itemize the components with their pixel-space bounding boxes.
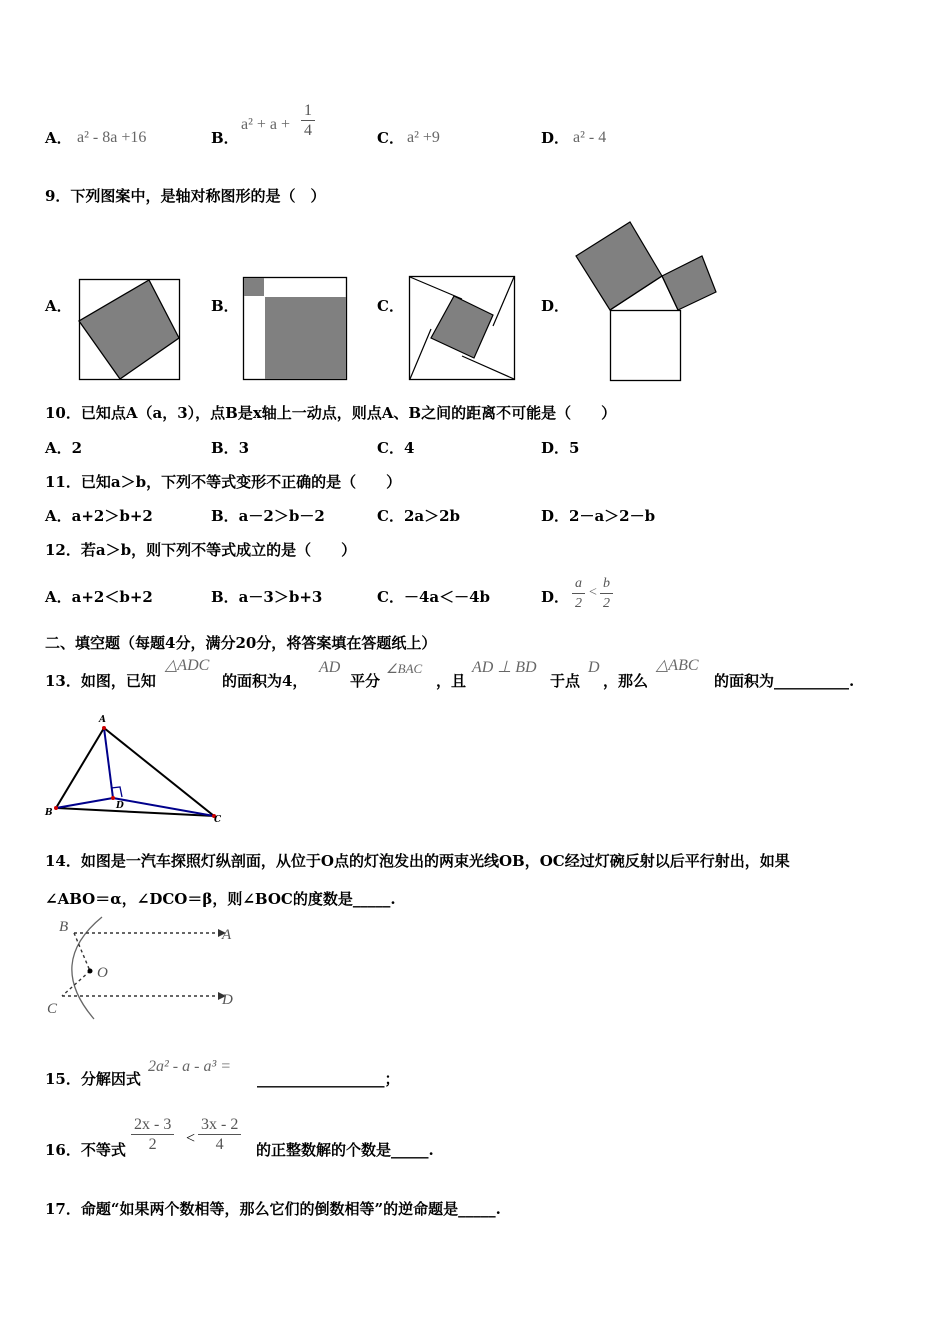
q8-option-a-label: A． <box>45 129 72 147</box>
q13-text-7: 的面积为__________. <box>714 672 855 690</box>
q11-option-c: C．2a＞2b <box>377 507 461 525</box>
q11-option-b: B．a－2＞b－2 <box>211 507 325 525</box>
q13-label-d: D <box>116 801 124 811</box>
q8-option-b-fraction <box>301 102 315 140</box>
q14-label-o: O <box>97 965 108 981</box>
q13-math-d: D <box>588 659 600 676</box>
q8-option-b-label: B． <box>211 129 239 147</box>
q13-text-3: 平分 <box>350 672 381 690</box>
q8-option-d-expr: a² - 4 <box>573 129 607 146</box>
q8-option-b-expr: a² + a + <box>241 116 291 133</box>
q11-stem: 11．已知a＞b，下列不等式变形不正确的是（ ） <box>45 473 402 491</box>
q16-fraction-right <box>198 1116 241 1154</box>
q10-option-c: C．4 <box>377 439 415 457</box>
q14-label-b: B <box>59 919 69 935</box>
q9-figure-d <box>574 220 718 382</box>
q13-text-2: 的面积为4， <box>222 672 308 690</box>
q14-stem-line-1: 14．如图是一汽车探照灯纵剖面，从位于O点的灯泡发出的两束光线OB，OC经过灯碗反射以后平行射出，如果 <box>45 852 790 870</box>
q8-option-a-expr: a² - 8a +16 <box>77 129 147 146</box>
q13-label-a: A <box>99 715 106 725</box>
fraction-numerator: b <box>600 575 613 594</box>
q12-option-d-fraction-a <box>572 575 585 613</box>
q14-stem-line-2: ∠ABO＝α，∠DCO＝β，则∠BOC的度数是_____. <box>45 890 396 908</box>
q11-option-d: D．2－a＞2－b <box>541 507 656 525</box>
q12-option-c: C．－4a＜－4b <box>377 588 491 606</box>
q14-label-c: C <box>47 1001 58 1017</box>
q9-label-a: A． <box>45 297 72 315</box>
q16-less-than-sign: < <box>186 1130 196 1147</box>
q16-text-1: 16．不等式 <box>45 1141 126 1159</box>
q16-fraction-left <box>131 1116 174 1154</box>
fraction-denominator: 2 <box>603 596 610 611</box>
fraction-numerator: 2x - 3 <box>131 1116 174 1135</box>
section-2-heading: 二、填空题（每题4分，满分20分，将答案填在答题纸上） <box>45 634 437 652</box>
q13-label-b: B <box>45 808 53 818</box>
q12-option-d-label: D． <box>541 588 570 606</box>
q9-label-d: D． <box>541 297 570 315</box>
q15-math-expression: 2a² - a - a³ = <box>148 1058 232 1075</box>
q12-option-b: B．a－3＞b+3 <box>211 588 323 606</box>
fraction-denominator: 4 <box>304 122 312 139</box>
q13-text-6: ，那么 <box>603 672 649 690</box>
q10-stem: 10．已知点A（a，3），点B是x轴上一动点，则点A、B之间的距离不可能是（ ） <box>45 404 617 422</box>
q13-math-angle-bac: ∠BAC <box>386 661 423 676</box>
q14-label-a: A <box>222 927 232 943</box>
q8-option-c-label: C． <box>377 129 404 147</box>
fraction-denominator: 2 <box>575 596 582 611</box>
q12-option-d-fraction-b <box>600 575 613 613</box>
q16-text-2: 的正整数解的个数是_____. <box>256 1141 434 1159</box>
q13-triangle-figure <box>44 712 224 824</box>
q13-text-5: 于点 <box>550 672 581 690</box>
q13-math-ad: AD <box>319 659 341 676</box>
q15-answer-blank: _________________； <box>257 1070 400 1088</box>
q8-option-c-expr: a² +9 <box>407 129 440 146</box>
q10-option-a: A．2 <box>45 439 83 457</box>
fraction-denominator: 4 <box>215 1136 224 1153</box>
q13-text-4: ，且 <box>436 672 467 690</box>
q13-math-ad-perp-bd: AD ⊥ BD <box>472 659 537 676</box>
q9-figure-a <box>79 279 181 381</box>
q9-label-c: C． <box>377 297 404 315</box>
q17-stem: 17．命题“如果两个数相等，那么它们的倒数相等”的逆命题是_____. <box>45 1200 501 1218</box>
fraction-numerator: 1 <box>301 102 315 121</box>
q9-figure-c <box>409 276 515 380</box>
q12-option-a: A．a+2＜b+2 <box>45 588 153 606</box>
q10-option-b: B．3 <box>211 439 250 457</box>
q9-stem: 9．下列图案中，是轴对称图形的是（ ） <box>45 187 326 205</box>
q13-label-c: C <box>214 815 222 825</box>
q12-stem: 12．若a＞b，则下列不等式成立的是（ ） <box>45 541 357 559</box>
q8-option-d-label: D． <box>541 129 570 147</box>
q10-option-d: D．5 <box>541 439 580 457</box>
fraction-numerator: a <box>572 575 585 594</box>
q13-text-1: 13．如图，已知 <box>45 672 156 690</box>
q14-label-d: D <box>222 992 233 1008</box>
q9-label-b: B． <box>211 297 239 315</box>
q9-figure-b <box>243 277 347 381</box>
q11-option-a: A．a+2＞b+2 <box>45 507 153 525</box>
q13-math-triangle-abc: △ABC <box>656 657 699 674</box>
q13-math-triangle-adc: △ADC <box>165 657 210 674</box>
q15-text-1: 15．分解因式 <box>45 1070 141 1088</box>
q12-option-d-sign: < <box>589 585 597 600</box>
q14-headlight-figure <box>44 913 244 1023</box>
fraction-denominator: 2 <box>148 1136 157 1153</box>
fraction-numerator: 3x - 2 <box>198 1116 241 1135</box>
